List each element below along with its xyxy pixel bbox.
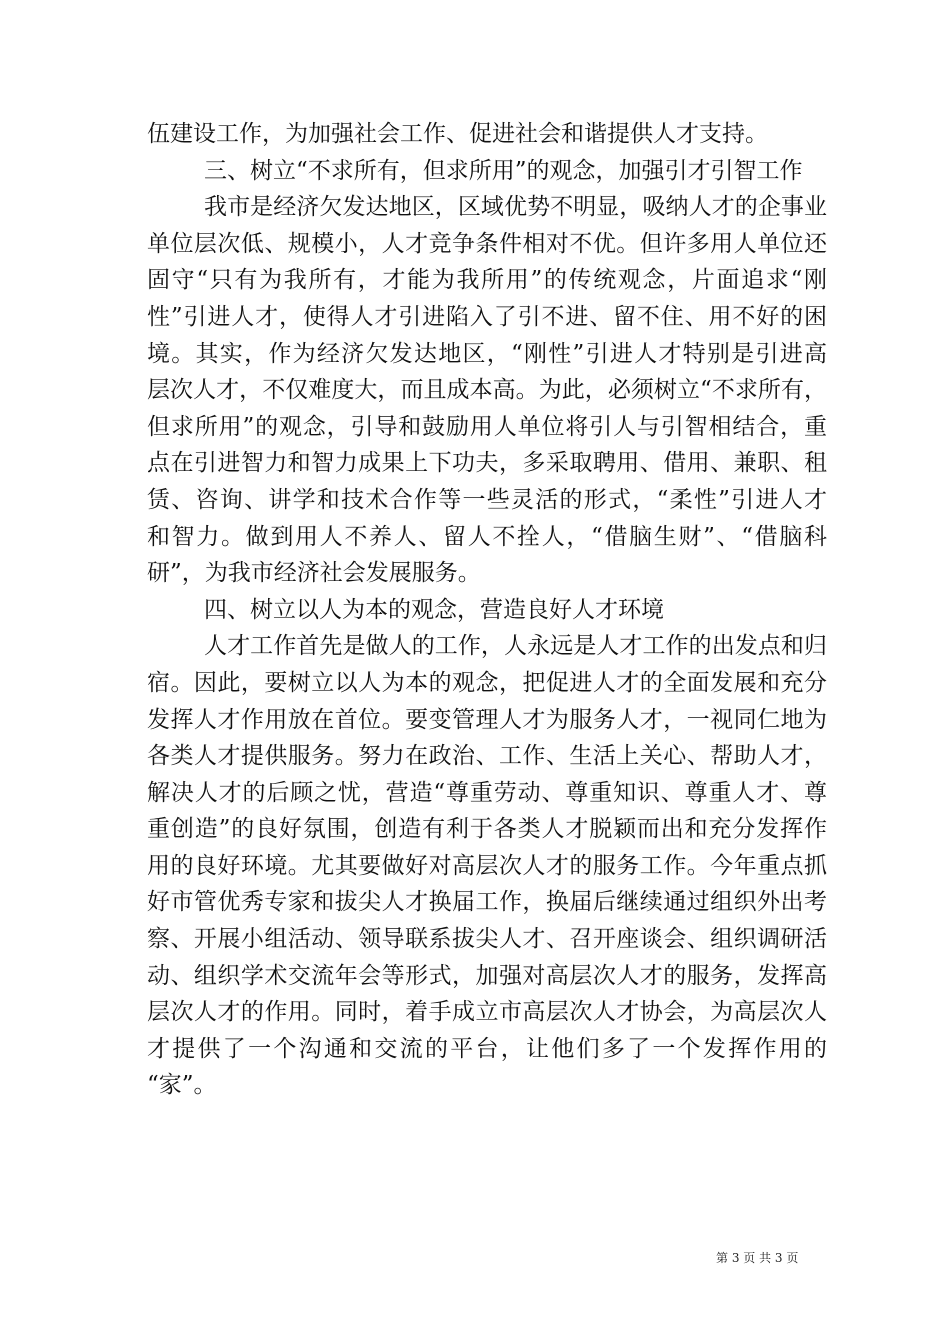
text-line: 我市是经济欠发达地区，区域优势不明显，吸纳人才的企事业 (204, 194, 827, 221)
text-line: 伍建设工作，为加强社会工作、促进社会和谐提供人才支持。 (147, 121, 768, 147)
text-line: 宿。因此，要树立以人为本的观念，把促进人才的全面发展和充分 (147, 669, 827, 696)
text-line: 点在引进智力和智力成果上下功夫，多采取聘用、借用、兼职、租 (147, 450, 827, 477)
page-number: 第 3 页 共 3 页 (716, 1251, 799, 1265)
text-line: 各类人才提供服务。努力在政治、工作、生活上关心、帮助人才， (147, 743, 827, 770)
text-line: 察、开展小组活动、领导联系拔尖人才、召开座谈会、组织调研活 (147, 926, 827, 953)
text-line: 单位层次低、规模小，人才竞争条件相对不优。但许多用人单位还 (147, 230, 827, 257)
text-line: 动、组织学术交流年会等形式，加强对高层次人才的服务，发挥高 (147, 962, 827, 989)
text-line: 人才工作首先是做人的工作，人永远是人才工作的出发点和归 (204, 633, 827, 660)
text-line: 赁、咨询、讲学和技术合作等一些灵活的形式，“柔性”引进人才 (147, 486, 827, 513)
text-line: 重创造”的良好氛围，创造有利于各类人才脱颖而出和充分发挥作 (147, 816, 827, 843)
text-line: 研”，为我市经济社会发展服务。 (147, 560, 481, 587)
text-line: “家”。 (147, 1072, 217, 1099)
text-line: 但求所用”的观念，引导和鼓励用人单位将引人与引智相结合，重 (147, 413, 827, 440)
text-line: 境。其实，作为经济欠发达地区，“刚性”引进人才特别是引进高 (147, 340, 827, 367)
document-body (147, 116, 827, 1104)
text-line: 好市管优秀专家和拔尖人才换届工作，换届后继续通过组织外出考 (147, 889, 827, 916)
text-line: 才提供了一个沟通和交流的平台，让他们多了一个发挥作用的 (147, 1035, 827, 1062)
text-line: 性”引进人才，使得人才引进陷入了引不进、留不住、用不好的困 (147, 303, 827, 330)
text-line: 固守“只有为我所有，才能为我所用”的传统观念，片面追求“刚 (147, 267, 827, 294)
text-line: 发挥人才作用放在首位。要变管理人才为服务人才，一视同仁地为 (147, 706, 827, 733)
text-line: 解决人才的后顾之忧，营造“尊重劳动、尊重知识、尊重人才、尊 (147, 779, 827, 806)
section-heading: 三、树立“不求所有，但求所用”的观念，加强引才引智工作 (204, 157, 803, 184)
section-heading: 四、树立以人为本的观念，营造良好人才环境 (204, 596, 664, 623)
text-line: 和智力。做到用人不养人、留人不拴人，“借脑生财”、“借脑科 (147, 523, 827, 550)
text-line: 层次人才的作用。同时，着手成立市高层次人才协会，为高层次人 (147, 999, 827, 1026)
text-line: 层次人才，不仅难度大，而且成本高。为此，必须树立“不求所有， (147, 377, 827, 404)
text-line: 用的良好环境。尤其要做好对高层次人才的服务工作。今年重点抓 (147, 852, 827, 879)
